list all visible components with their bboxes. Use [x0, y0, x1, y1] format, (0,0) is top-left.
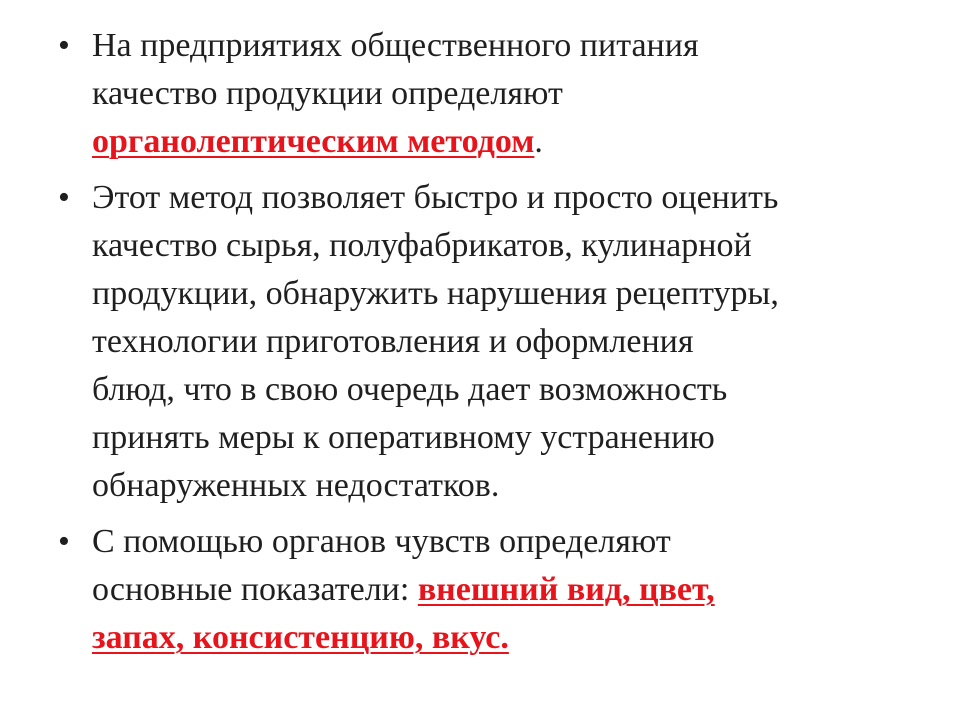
bullet-1-period: .: [534, 123, 543, 160]
bullet-dot-icon: •: [58, 179, 70, 216]
bullet-2-line-4: технологии приготовления и оформления: [92, 323, 694, 360]
bullet-3-line-1: С помощью органов чувств определяют: [92, 523, 671, 560]
bullet-2-line-3: продукции, обнаружить нарушения рецептуры,: [92, 275, 779, 312]
bullet-2-line-1: Этот метод позволяет быстро и просто оценить: [92, 179, 779, 216]
bullet-2-line-7: обнаруженных недостатков.: [92, 467, 500, 504]
bullet-dot-icon: •: [58, 27, 70, 64]
bullet-item-2: [58, 174, 918, 510]
highlight-organoleptic-method: органолептическим методом: [92, 123, 535, 160]
bullet-2-line-2: качество сырья, полуфабрикатов, кулинарной: [92, 227, 752, 264]
bullet-1-line-2: качество продукции определяют: [92, 75, 563, 112]
bullet-list: [58, 22, 918, 670]
bullet-2-line-5: блюд, что в свою очередь дает возможность: [92, 371, 728, 408]
bullet-3-line-3: [92, 614, 918, 662]
bullet-1-line-3: [92, 118, 918, 166]
highlight-smell-consistency-taste: запах, консистенцию, вкус.: [92, 619, 509, 656]
bullet-item-3: [58, 518, 918, 662]
bullet-item-1: [58, 22, 918, 166]
highlight-appearance-color: внешний вид, цвет,: [417, 571, 715, 608]
bullet-dot-icon: •: [58, 523, 70, 560]
bullet-1-line-1: На предприятиях общественного питания: [92, 27, 699, 64]
bullet-3-prefix: основные показатели:: [92, 571, 418, 608]
bullet-3-line-2: [92, 566, 918, 614]
bullet-2-line-6: принять меры к оперативному устранению: [92, 419, 715, 456]
